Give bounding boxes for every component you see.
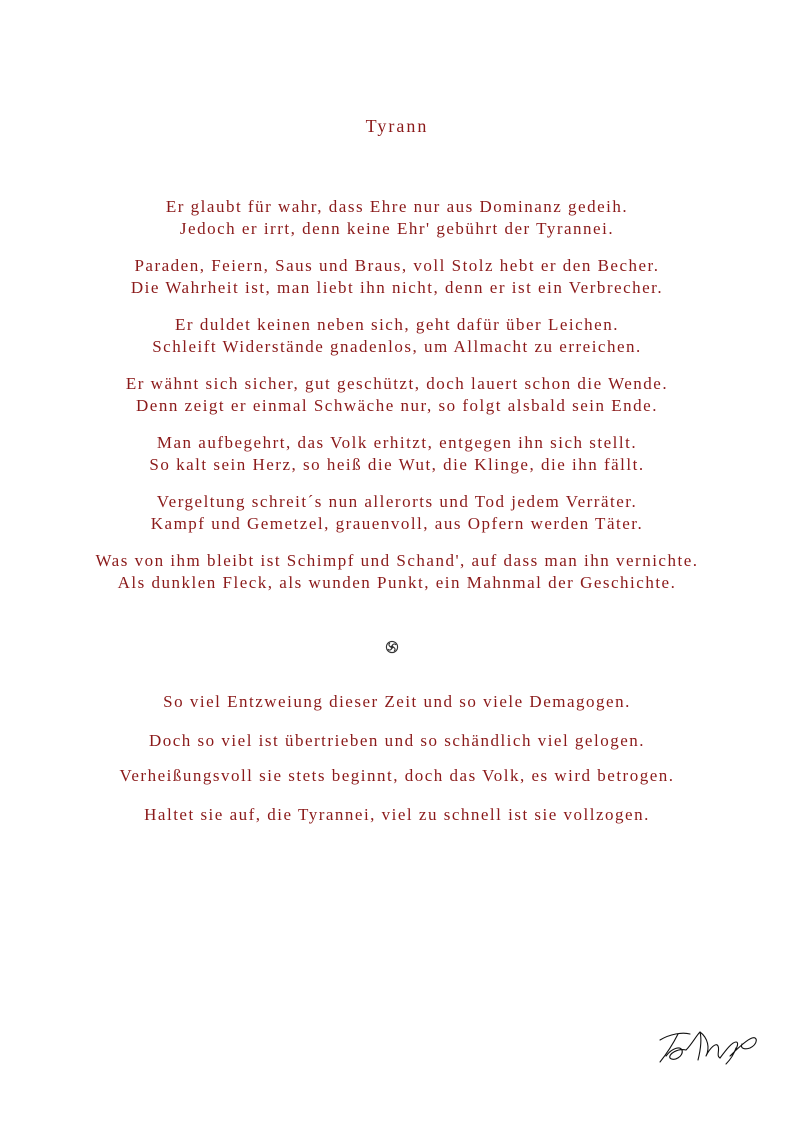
stanza-6 bbox=[0, 491, 794, 535]
stanza-4 bbox=[0, 373, 794, 417]
verse-line: Denn zeigt er einmal Schwäche nur, so folgt alsbald sein Ende. bbox=[136, 396, 658, 415]
verse-line: Jedoch er irrt, denn keine Ehr' gebührt der Tyrannei. bbox=[179, 219, 615, 238]
refrain-line: So viel Entzweiung dieser Zeit und so viele Demagogen. bbox=[163, 692, 631, 711]
verse-line: Er wähnt sich sicher, gut geschützt, doch lauert schon die Wende. bbox=[125, 374, 669, 393]
refrain-line: Doch so viel ist übertrieben und so schändlich viel gelogen. bbox=[148, 731, 646, 750]
stanza-1 bbox=[0, 196, 794, 240]
verse-line: Kampf und Gemetzel, grauenvoll, aus Opfern werden Täter. bbox=[150, 514, 644, 533]
handwritten-signature-icon bbox=[656, 1026, 762, 1066]
stanza-5 bbox=[0, 432, 794, 476]
verse-line: Die Wahrheit ist, man liebt ihn nicht, denn er ist ein Verbrecher. bbox=[130, 278, 664, 297]
swirl-ornament-icon bbox=[385, 640, 399, 654]
verse-line: Als dunklen Fleck, als wunden Punkt, ein Mahnmal der Geschichte. bbox=[117, 573, 677, 592]
verse-line: Vergeltung schreit´s nun allerorts und Tod jedem Verräter. bbox=[156, 492, 638, 511]
refrain-line: Verheißungsvoll sie stets beginnt, doch das Volk, es wird betrogen. bbox=[119, 766, 675, 785]
stanza-3 bbox=[0, 314, 794, 358]
verse-line: Was von ihm bleibt ist Schimpf und Schand', auf dass man ihn vernichte. bbox=[95, 551, 699, 570]
stanza-7 bbox=[0, 550, 794, 594]
stanza-2 bbox=[0, 255, 794, 299]
verse-line: Er duldet keinen neben sich, geht dafür über Leichen. bbox=[175, 315, 619, 334]
verse-line: Er glaubt für wahr, dass Ehre nur aus Dominanz gedeih. bbox=[165, 197, 629, 216]
refrain-line: Haltet sie auf, die Tyrannei, viel zu schnell ist sie vollzogen. bbox=[144, 805, 650, 824]
verse-line: So kalt sein Herz, so heiß die Wut, die Klinge, die ihn fällt. bbox=[149, 455, 645, 474]
verse-line: Man aufbegehrt, das Volk erhitzt, entgegen ihn sich stellt. bbox=[156, 433, 638, 452]
verse-line: Schleift Widerstände gnadenlos, um Allmacht zu erreichen. bbox=[152, 337, 642, 356]
verse-line: Paraden, Feiern, Saus und Braus, voll Stolz hebt er den Becher. bbox=[134, 256, 660, 275]
poem-title: Tyrann bbox=[365, 116, 429, 136]
